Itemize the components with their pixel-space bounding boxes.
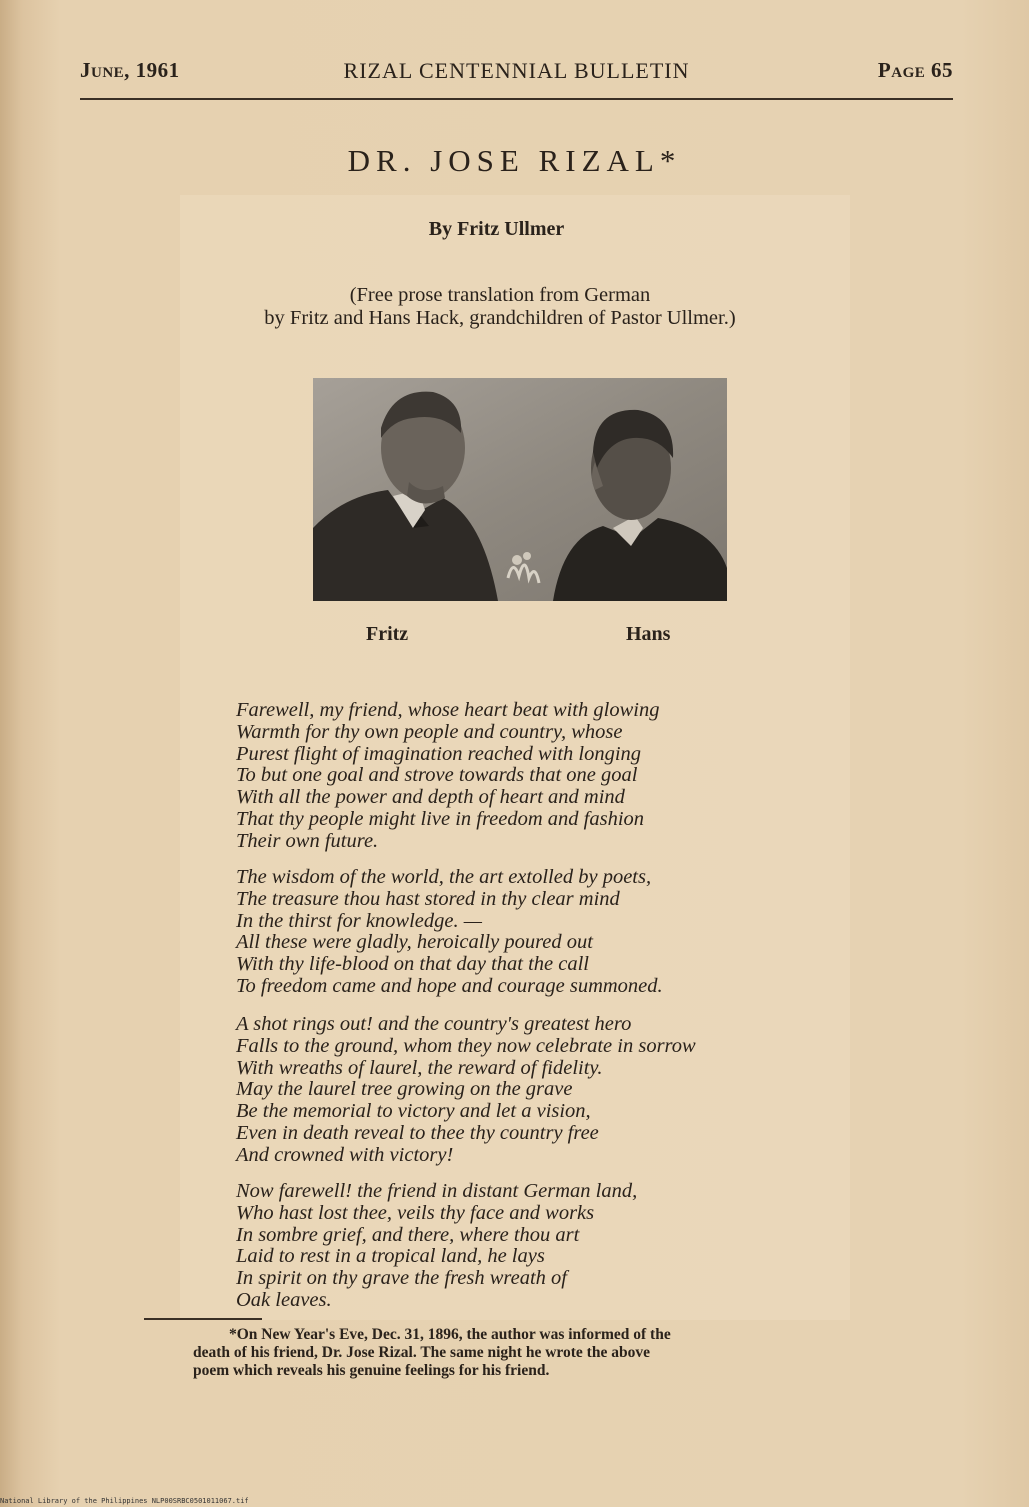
poem-line: Oak leaves. — [236, 1288, 332, 1311]
poem-line: The wisdom of the world, the art extolled by poets, — [236, 866, 652, 888]
poem-stanza-1 — [236, 700, 856, 853]
poem-line: Who hast lost thee, veils thy face and works — [236, 1201, 595, 1224]
poem-line: And crowned with victory! — [236, 1143, 454, 1166]
poem-line: With wreaths of laurel, the reward of fidelity. — [236, 1056, 603, 1079]
poem-line: With all the power and depth of heart and mind — [236, 786, 625, 809]
poem-stanza-4 — [236, 1181, 856, 1312]
footnote — [193, 1326, 843, 1380]
portrait-photo — [313, 378, 727, 601]
footnote-line: *On New Year's Eve, Dec. 31, 1896, the author was informed of the — [229, 1326, 671, 1343]
photo-caption-hans: Hans — [626, 623, 671, 645]
header-page-number: Page 65 — [877, 58, 953, 82]
running-header — [80, 58, 953, 88]
header-publication: RIZAL CENTENNIAL BULLETIN — [343, 58, 690, 83]
poem-line: All these were gladly, heroically poured out — [236, 931, 593, 954]
poem-line: May the laurel tree growing on the grave — [236, 1078, 573, 1101]
poem-line: With thy life-blood on that day that the call — [236, 953, 590, 976]
portrait-photo-graphic — [313, 378, 727, 601]
article-byline: By Fritz Ullmer — [428, 218, 565, 240]
poem-stanza-3 — [236, 1014, 856, 1167]
poem-line: To freedom came and hope and courage summoned. — [236, 974, 663, 997]
poem-line: Warmth for thy own people and country, whose — [236, 720, 623, 743]
poem-line: In spirit on thy grave the fresh wreath of — [236, 1267, 568, 1290]
poem-stanza-2 — [236, 867, 856, 998]
subtitle-line: (Free prose translation from German — [349, 284, 651, 306]
photo-caption-fritz: Fritz — [366, 623, 409, 645]
poem-line: A shot rings out! and the country's greatest hero — [236, 1013, 632, 1035]
poem-line: In the thirst for knowledge. — — [236, 909, 482, 932]
scan-identifier: National Library of the Philippines NLP00SRBC0501011067.tif — [0, 1497, 249, 1505]
footnote-line: death of his friend, Dr. Jose Rizal. The same night he wrote the above — [193, 1344, 650, 1361]
poem-line: Even in death reveal to thee thy country free — [236, 1121, 599, 1144]
article-title: DR. JOSE RIZAL* — [347, 143, 682, 178]
poem-line: The treasure thou hast stored in thy clear mind — [236, 887, 620, 910]
poem-line: To but one goal and strove towards that one goal — [236, 764, 638, 787]
header-rule — [80, 98, 953, 100]
poem-line: Their own future. — [236, 829, 379, 852]
poem-line: Purest flight of imagination reached with longing — [236, 742, 642, 765]
poem-line: That thy people might live in freedom and fashion — [236, 807, 645, 830]
header-date: June, 1961 — [80, 58, 180, 82]
poem-line: Farewell, my friend, whose heart beat with glowing — [236, 699, 660, 721]
poem-line: In sombre grief, and there, where thou art — [236, 1223, 580, 1246]
poem-line: Be the memorial to victory and let a vision, — [236, 1100, 591, 1123]
poem-line: Falls to the ground, whom they now celebrate in sorrow — [236, 1034, 696, 1057]
poem-line: Laid to rest in a tropical land, he lays — [236, 1245, 545, 1268]
footnote-line: poem which reveals his genuine feelings for his friend. — [193, 1362, 550, 1379]
subtitle-line: by Fritz and Hans Hack, grandchildren of Pastor Ullmer.) — [264, 307, 736, 329]
footnote-rule — [144, 1318, 262, 1320]
article-subtitle — [160, 284, 840, 330]
poem-line: Now farewell! the friend in distant German land, — [236, 1180, 638, 1202]
